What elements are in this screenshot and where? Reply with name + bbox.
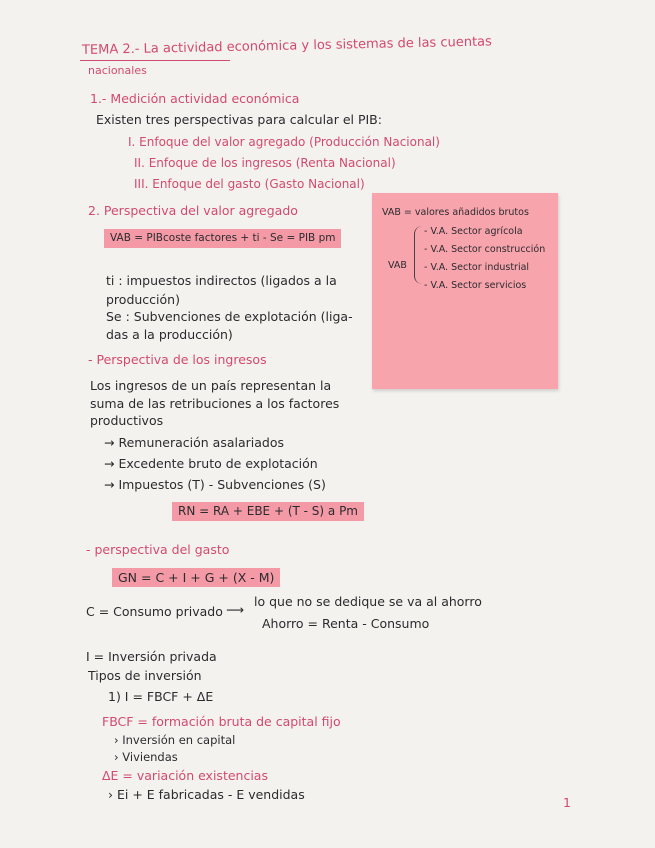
section-heading-income: - Perspectiva de los ingresos bbox=[88, 352, 267, 367]
page-title: TEMA 2.- La actividad económica y los sistemas de las cuentas bbox=[81, 34, 492, 58]
ti-definition: ti : impuestos indirectos (ligados a la bbox=[106, 273, 337, 288]
income-text-line3: productivos bbox=[90, 413, 164, 428]
section-heading-expenditure: - perspectiva del gasto bbox=[86, 542, 230, 557]
consumption-definition: C = Consumo privado bbox=[86, 604, 223, 619]
sticky-item-construction: - V.A. Sector construcción bbox=[424, 244, 546, 255]
investment-definition: I = Inversión privada bbox=[86, 649, 217, 664]
sticky-item-agricultural: - V.A. Sector agrícola bbox=[424, 226, 523, 237]
fbcf-definition: FBCF = formación bruta de capital fijo bbox=[102, 714, 341, 729]
section-heading-measurement: 1.- Medición actividad económica bbox=[90, 91, 300, 106]
sticky-vab-label: VAB bbox=[388, 260, 407, 271]
page-number: 1 bbox=[563, 795, 571, 810]
fbcf-item-housing: › Viviendas bbox=[114, 750, 178, 764]
ti-definition-continued: producción) bbox=[106, 292, 180, 307]
income-item-1: → Remuneración asalariados bbox=[104, 435, 284, 450]
page-title-continued: nacionales bbox=[88, 64, 147, 77]
sticky-note bbox=[372, 193, 558, 389]
perspective-item-1: I. Enfoque del valor agregado (Producción Nacional) bbox=[128, 135, 440, 149]
consumption-note: lo que no se dedique se va al ahorro bbox=[254, 594, 482, 609]
income-text-line1: Los ingresos de un país representan la bbox=[90, 378, 332, 393]
delta-e-definition: ΔE = variación existencias bbox=[102, 768, 268, 783]
formula-vab: VAB = PIBcoste factores + ti - Se = PIB pm bbox=[104, 229, 341, 248]
formula-rn: RN = RA + EBE + (T - S) a Pm bbox=[172, 502, 364, 521]
sticky-item-services: - V.A. Sector servicios bbox=[424, 280, 527, 291]
savings-formula: Ahorro = Renta - Consumo bbox=[262, 616, 430, 631]
formula-gn: GN = C + I + G + (X - M) bbox=[112, 568, 280, 587]
delta-e-item: › Ei + E fabricadas - E vendidas bbox=[108, 787, 305, 802]
consumption-arrow: ⟶ bbox=[226, 602, 244, 617]
income-item-2: → Excedente bruto de explotación bbox=[104, 456, 318, 471]
fbcf-item-capital: › Inversión en capital bbox=[114, 733, 236, 747]
income-item-3: → Impuestos (T) - Subvenciones (S) bbox=[104, 477, 326, 492]
perspective-item-2: II. Enfoque de los ingresos (Renta Nacional) bbox=[134, 156, 396, 170]
section-heading-value-added: 2. Perspectiva del valor agregado bbox=[88, 203, 298, 218]
sticky-item-industrial: - V.A. Sector industrial bbox=[424, 262, 530, 273]
title-underline bbox=[80, 60, 230, 61]
se-definition: Se : Subvenciones de explotación (liga- bbox=[106, 309, 353, 324]
perspective-item-3: III. Enfoque del gasto (Gasto Nacional) bbox=[134, 177, 365, 191]
sticky-brace bbox=[414, 226, 423, 284]
section-intro-text: Existen tres perspectivas para calcular el PIB: bbox=[96, 112, 382, 127]
sticky-title: VAB = valores añadidos brutos bbox=[382, 207, 529, 218]
investment-type-1: 1) I = FBCF + ΔE bbox=[108, 689, 214, 704]
se-definition-continued: das a la producción) bbox=[106, 327, 233, 342]
investment-types-heading: Tipos de inversión bbox=[88, 668, 202, 683]
income-text-line2: suma de las retribuciones a los factores bbox=[90, 396, 340, 411]
